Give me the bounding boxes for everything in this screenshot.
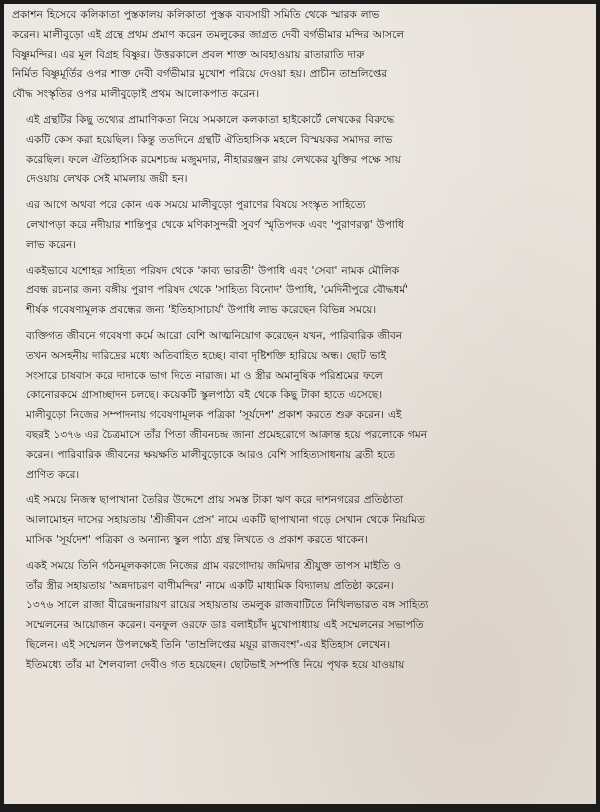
page-body-text <box>12 6 588 676</box>
text-line: একইভাবে যশোহর সাহিত্য পরিষদ থেকে 'কাব্য ভারতী' উপাধি এবং 'সেবা' নামক মৌলিক <box>26 264 400 277</box>
text-line: বছরই ১৩৭৬ এর চৈত্রমাসে তাঁর পিতা জীবনচন্দ্র জানা প্রমেহরোগে আক্রান্ত হয়ে পরলোকে গমন <box>26 428 427 441</box>
text-line: বৌদ্ধ সংস্কৃতির ওপর মালীবুড়োই প্রথম আলোকপাত করেন। <box>12 88 260 101</box>
paragraph <box>12 6 588 105</box>
text-line: ব্যক্তিগত জীবনে গবেষণা কর্মে আরো বেশি আত্মনিয়োগ করেছেন যখন, পারিবারিক জীবন <box>26 329 403 342</box>
text-line: তাঁর স্ত্রীর সহায়তায় 'অন্নদাচরণ বাণীমন্দির' নামে একটি মাধ্যমিক বিদ্যালয় প্রতিষ্ঠা করেন। <box>26 579 394 592</box>
text-line: মালীবুড়ো নিজের সম্পাদনায় গবেষণামূলক পত্রিকা 'সূর্যদেশ' প্রকাশ করতে শুরু করেন। এই <box>26 409 402 422</box>
paragraph <box>12 327 588 485</box>
text-line: নির্মিত বিষ্ণুমূর্তির ওপর শাক্ত দেবী বর্গভীমার মুখোশ পরিয়ে দেওয়া হয়। প্রাচীন তাম্রলিপ্তের <box>12 68 388 81</box>
text-line: এর আগে অথবা পরে কোন এক সময়ে মালীবুড়ো পুরাণের বিষয়ে সংস্কৃত সাহিত্যে <box>26 199 366 212</box>
text-line: এই সময়ে নিজস্ব ছাপাখানা তৈরির উদ্দেশে প্রায় সমস্ত টাকা ঋণ করে দাশনগরের প্রতিষ্ঠাতা <box>26 494 404 507</box>
text-line: প্রবন্ধ রচনার জন্য বঙ্গীয় পুরাণ পরিষদ থেকে 'সাহিত্য বিনোদ' উপাধি, 'মেদিনীপুরে বৌদ্ধধর্ম' <box>26 284 409 297</box>
text-line: একই সময়ে তিনি গঠনমূলককাজে নিজের গ্রাম বরগোদায় জমিদার শ্রীযুক্ত তাপস মাইতি ও <box>26 559 401 572</box>
text-line: ১৩৭৬ সালে রাজা বীরেন্দ্রনারায়ণ রায়ের সহায়তায় তমলুক রাজবাটিতে নিখিলভারত বঙ্গ সাহিত্য <box>26 599 429 612</box>
text-line: লেখাপড়া করে নদীয়ার শান্তিপুর থেকে মণিকাসুন্দরী সুবর্ণ স্মৃতিপদক এবং 'পুরাণরত্ন' উপাধি <box>26 218 404 231</box>
text-line: এই গ্রন্থটির কিছু তথ্যের প্রামাণিকতা নিয়ে সমকালে কলকাতা হাইকোর্টে লেখকের বিরুদ্ধে <box>26 113 395 126</box>
text-line: প্রাণিত করে। <box>26 468 80 481</box>
text-line: ইতিমধ্যে তাঁর মা শৈলবালা দেবীও গত হয়েছেন। ছোটভাই সম্পত্তি নিয়ে পৃথক হয়ে যাওয়ায় <box>26 658 405 671</box>
text-line: শীর্ষক গবেষণামূলক প্রবন্ধের জন্য 'ইতিহাসাচার্য' উপাধি লাভ করেছেন বিভিন্ন সময়ে। <box>26 304 377 317</box>
text-line: একটি কেস করা হয়েছিল। কিন্তু ততদিনে গ্রন্থটি ঐতিহাসিক মহলে বিস্ময়কর সমাদর লাভ <box>26 133 393 146</box>
text-line: বিষ্ণুমন্দির। এর মূল বিগ্রহ বিষ্ণুর। উত্তরকালে প্রবল শাক্ত আবহাওয়ায় রাতারাতি দারু <box>12 48 365 61</box>
text-line: সম্মেলনের আয়োজন করেন। বনফুল ওরফে ডাঃ বলাইচাঁদ মুখোপাধ্যায় এই সম্মেলনের সভাপতি <box>26 619 424 632</box>
text-line: করেছিল। ফলে ঐতিহাসিক রমেশচন্দ্র মজুমদার, নীহাররঞ্জন রায় লেখকের যুক্তির পক্ষে সায় <box>26 153 401 166</box>
text-line: মাসিক 'সূর্যদেশ' পত্রিকা ও অন্যান্য স্কুল পাঠ্য গ্রন্থ লিখতে ও প্রকাশ করতে থাকেন। <box>26 533 368 546</box>
text-line: সংসারে চাষবাস করে দাদাকে ভাগ দিতে নারাজ। মা ও স্ত্রীর অমানুষিক পরিশ্রমের ফলে <box>26 369 383 382</box>
paragraph <box>12 491 588 550</box>
paragraph <box>12 196 588 255</box>
paragraph <box>12 111 588 190</box>
paragraph <box>12 557 588 676</box>
text-line: তখন অসহনীয় দারিদ্রের মধ্যে অতিবাহিত হচ্ছে। বাবা দৃষ্টিশক্তি হারিয়ে অন্ধ। ছোট ভাই <box>26 349 387 362</box>
text-line: প্রকাশন হিসেবে কলিকাতা পুস্তকালয় কলিকাতা পুস্তক ব্যবসায়ী সমিতি থেকে স্মারক লাভ <box>12 9 380 21</box>
text-line: লাভ করেন। <box>26 238 77 251</box>
text-line: কোনোরকমে গ্রাসাচ্ছাদন চলছে। কয়েকটি স্কুলপাঠ্য বই থেকে কিছু টাকা হাতে এসেছে। <box>26 389 383 402</box>
text-line: আলামোহন দাসের সহায়তায় 'শ্রীজীবন প্রেস' নামে একটি ছাপাখানা গড়ে সেখান থেকে নিয়মিত <box>26 514 425 527</box>
text-line: করেন। পারিবারিক জীবনের ক্ষয়ক্ষতি মালীবুড়োকে আরও বেশি সাহিত্যসাধনায় ব্রতী হতে <box>26 448 396 461</box>
text-line: ছিলেন। এই সম্মেলন উপলক্ষেই তিনি 'তাম্রলিপ্তের ময়ূর রাজবংশ'-এর ইতিহাস লেখেন। <box>26 638 391 651</box>
book-page <box>4 4 596 804</box>
paragraph <box>12 262 588 321</box>
text-line: দেওয়ায় লেখক সেই মামলায় জয়ী হন। <box>26 173 188 186</box>
text-line: করেন। মালীবুড়ো এই গ্রন্থে প্রথম প্রমাণ করেন তমলুকের জাগ্রত দেবী বর্গভীমার মন্দির আসলে <box>12 28 405 41</box>
